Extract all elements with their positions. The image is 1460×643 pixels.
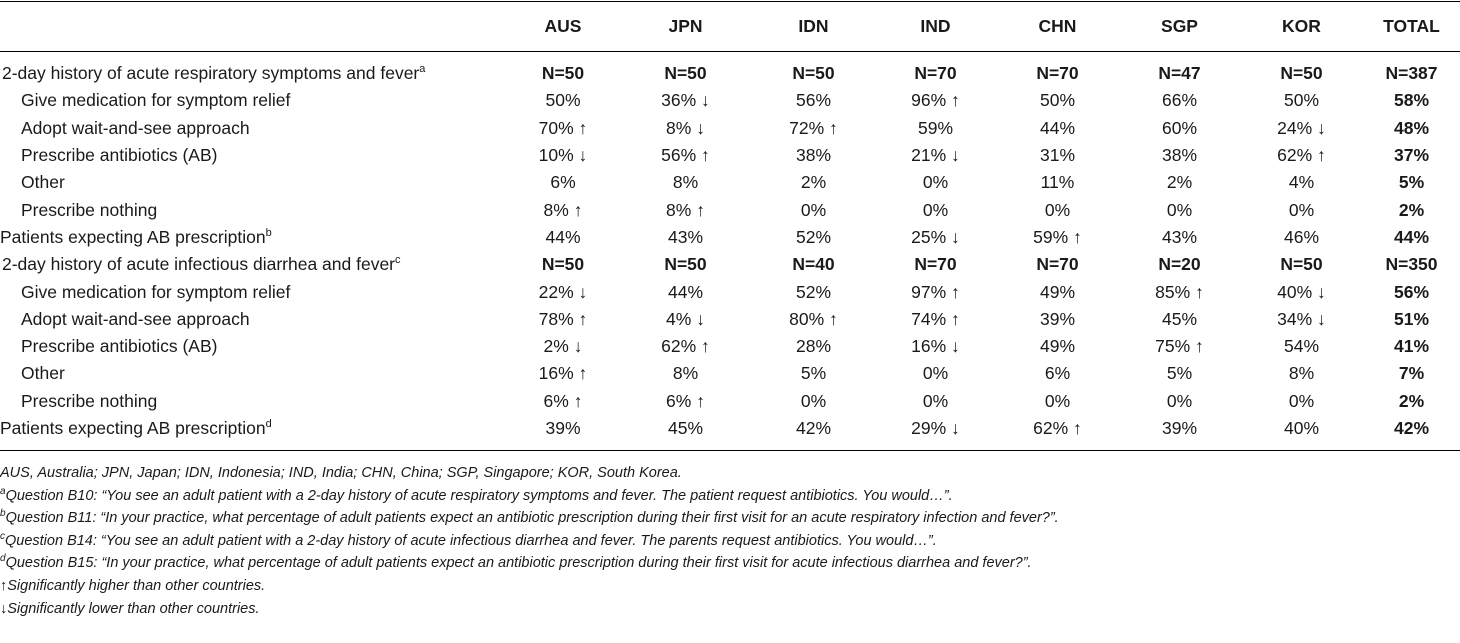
cell-aus: 39% [545,418,581,438]
footnote-text: Question B11: “In your practice, what percentage of adult patients expect an antibiotic prescription during their first visit for an acute respiratory infection and fever?”. [5,510,1059,527]
cell-total: 44% [1393,226,1430,247]
footnote-text: Question B15: “In your practice, what percentage of adult patients expect an antibiotic prescription during their first visit for acute infectious diarrhea and fever?”. [5,555,1032,572]
cell-aus: 50% [545,90,581,111]
column-header-ind: IND [920,16,951,36]
cell-idn: 2% [800,172,827,193]
cell-total: 41% [1393,336,1430,357]
cell-ind: 0% [922,363,949,384]
cell-aus: 2% ↓ [543,336,583,357]
row-label [0,115,507,142]
footnote [0,552,1460,575]
row-label [0,224,507,251]
table-row [0,87,1460,114]
table-row [0,115,1460,142]
cell-sgp: 2% [1166,172,1193,193]
cell-ind: N=70 [914,63,957,84]
cell-total: 42% [1393,418,1430,438]
cell-jpn: N=50 [664,254,707,275]
row-label-text: 2-day history of acute infectious diarrhea and fever [2,254,395,275]
cell-total: 51% [1393,308,1430,329]
cell-aus: 10% ↓ [538,145,588,166]
table-row [0,333,1460,360]
cell-sgp: 5% [1166,363,1193,384]
cell-sgp: N=20 [1158,254,1201,275]
cell-jpn: 8% [672,172,699,193]
footnote-marker: d [265,418,272,430]
cell-idn: 28% [795,336,832,357]
table-row [0,415,1460,442]
cell-aus: 22% ↓ [538,281,588,302]
cell-kor: 0% [1288,390,1315,411]
row-label-text: Adopt wait-and-see approach [21,308,250,329]
cell-aus: 16% ↑ [538,363,588,384]
cell-aus: 44% [545,226,581,247]
cell-jpn: 4% ↓ [666,308,705,329]
row-label-text: Patients expecting AB prescription [0,418,266,438]
column-header-chn: CHN [1038,16,1077,36]
cell-idn: 38% [795,145,832,166]
row-label [0,52,507,88]
footnote-text: AUS, Australia; JPN, Japan; IDN, Indonesia; IND, India; CHN, China; SGP, Singapore; KOR, South Korea. [0,465,682,481]
cell-idn: 80% ↑ [789,308,838,329]
cell-chn: 6% [1044,363,1071,384]
row-label [0,169,507,196]
cell-jpn: 56% ↑ [661,145,710,166]
cell-jpn: 45% [667,418,704,438]
footnote [0,575,1460,598]
table-row [0,196,1460,223]
cell-kor: 8% [1288,363,1315,384]
row-label-text: Prescribe antibiotics (AB) [21,145,218,166]
cell-jpn: 44% [667,281,704,302]
cell-total: 48% [1393,117,1430,138]
cell-aus: 78% ↑ [538,308,588,329]
cell-chn: N=70 [1036,254,1079,275]
cell-chn: 31% [1039,145,1076,166]
cell-jpn: 43% [667,226,704,247]
row-label [0,360,507,387]
column-header-total: TOTAL [1383,16,1440,36]
cell-ind: 0% [922,172,949,193]
cell-idn: N=50 [792,63,835,84]
footnote [0,462,1460,485]
footnote-text: Question B14: “You see an adult patient with a 2-day history of acute infectious diarrhea and fever. The parents request antibiotics. You would…”. [5,532,937,549]
cell-idn: N=40 [792,254,835,275]
footnote-marker: b [265,226,272,239]
column-header-jpn: JPN [668,16,703,36]
cell-chn: 49% [1039,281,1076,302]
cell-kor: 24% ↓ [1277,117,1326,138]
cell-aus: 6% [550,172,576,193]
cell-chn: 49% [1039,336,1076,357]
footnote-letter: a [0,485,6,497]
row-label-text: Other [21,363,65,384]
table-body [0,52,1460,443]
cell-sgp: 60% [1161,117,1198,138]
results-table [0,2,1460,442]
cell-jpn: 62% ↑ [661,336,710,357]
cell-kor: 4% [1288,172,1315,193]
column-header-aus: AUS [544,16,582,36]
cell-ind: 25% ↓ [911,226,960,247]
cell-sgp: 75% ↑ [1155,336,1204,357]
cell-jpn: 8% ↓ [666,117,705,138]
cell-sgp: 0% [1166,199,1193,220]
cell-jpn: N=50 [664,63,707,84]
footnote-letter: d [0,553,6,565]
row-label-text: Prescribe nothing [21,199,158,220]
row-label-text: 2-day history of acute respiratory symptoms and fever [2,63,420,84]
cell-total: 56% [1393,281,1430,302]
cell-ind: 96% ↑ [911,90,960,111]
cell-ind: 74% ↑ [911,308,960,329]
table-row [0,388,1460,415]
cell-ind: N=70 [914,254,957,275]
row-label [0,333,507,360]
cell-sgp: N=47 [1158,63,1201,84]
cell-total: N=350 [1385,254,1438,275]
cell-aus: 8% ↑ [543,199,583,220]
cell-kor: 46% [1283,226,1320,247]
column-header-sgp: SGP [1161,16,1198,36]
cell-ind: 21% ↓ [911,145,960,166]
row-label [0,142,507,169]
table-row [0,251,1460,278]
row-label-text: Other [21,172,65,193]
cell-kor: 62% ↑ [1277,145,1326,166]
cell-sgp: 43% [1161,226,1198,247]
cell-sgp: 0% [1166,390,1193,411]
cell-aus: 70% ↑ [538,117,588,138]
footnotes [0,462,1460,620]
table-row [0,169,1460,196]
cell-sgp: 45% [1161,308,1198,329]
cell-sgp: 85% ↑ [1155,281,1204,302]
cell-chn: 59% ↑ [1033,226,1082,247]
row-label-text: Patients expecting AB prescription [0,226,266,247]
row-label [0,87,507,114]
footnote-text: ↓Significantly lower than other countries. [0,600,260,617]
row-label [0,278,507,305]
cell-total: 2% [1398,390,1425,411]
cell-total: 37% [1393,145,1430,166]
table-row [0,142,1460,169]
cell-kor: 40% [1283,418,1320,438]
column-header-kor: KOR [1282,16,1321,36]
cell-ind: 0% [922,390,949,411]
column-header-idn: IDN [798,16,829,36]
cell-ind: 0% [922,199,949,220]
cell-kor: 34% ↓ [1277,308,1326,329]
footnote [0,530,1460,553]
row-label [0,196,507,223]
footnote-letter: c [0,530,5,542]
cell-jpn: 36% ↓ [661,90,710,111]
cell-ind: 59% [917,117,954,138]
cell-sgp: 66% [1161,90,1198,111]
cell-total: 5% [1398,172,1425,193]
cell-idn: 42% [795,418,832,438]
cell-total: 58% [1393,90,1430,111]
row-label-text: Prescribe antibiotics (AB) [21,336,218,357]
cell-ind: 29% ↓ [911,418,960,438]
cell-idn: 52% [795,226,832,247]
cell-idn: 56% [795,90,832,111]
cell-ind: 16% ↓ [911,336,960,357]
footnote [0,598,1460,621]
cell-chn: 39% [1039,308,1076,329]
cell-chn: 44% [1039,117,1076,138]
footnote [0,507,1460,530]
row-label [0,251,507,278]
table-bottom-rule [0,450,1460,451]
cell-chn: 0% [1044,390,1071,411]
table-row [0,306,1460,333]
cell-kor: N=50 [1280,63,1323,84]
footnote-text: ↑Significantly higher than other countries. [0,577,266,594]
cell-aus: 6% ↑ [543,390,583,411]
footnote-marker: a [419,63,426,76]
table-row [0,52,1460,88]
row-label [0,306,507,333]
cell-aus: N=50 [541,63,585,84]
cell-total: 7% [1398,363,1425,384]
table-row [0,360,1460,387]
cell-chn: 50% [1039,90,1076,111]
table-row [0,224,1460,251]
cell-total: N=387 [1385,63,1438,84]
row-label [0,415,507,442]
table-row [0,278,1460,305]
cell-total: 2% [1398,199,1425,220]
footnote-letter: b [0,508,6,520]
header-blank [0,2,507,52]
cell-chn: 62% ↑ [1033,418,1082,438]
footnote-marker: c [395,254,401,267]
cell-kor: 54% [1283,336,1320,357]
cell-aus: N=50 [541,254,585,275]
row-label-text: Give medication for symptom relief [21,281,291,302]
cell-kor: 50% [1283,90,1320,111]
row-label-text: Give medication for symptom relief [21,90,291,111]
cell-kor: 40% ↓ [1277,281,1326,302]
cell-jpn: 8% ↑ [666,199,705,220]
cell-kor: N=50 [1280,254,1323,275]
cell-idn: 0% [800,390,827,411]
cell-idn: 72% ↑ [789,117,838,138]
cell-idn: 52% [795,281,832,302]
cell-ind: 97% ↑ [911,281,960,302]
cell-idn: 5% [800,363,827,384]
cell-chn: N=70 [1036,63,1079,84]
cell-jpn: 8% [672,363,699,384]
cell-kor: 0% [1288,199,1315,220]
footnote [0,485,1460,508]
row-label [0,388,507,415]
cell-sgp: 39% [1161,418,1198,438]
header-row [0,2,1460,52]
cell-chn: 11% [1040,172,1075,193]
cell-chn: 0% [1044,199,1071,220]
cell-jpn: 6% ↑ [666,390,705,411]
cell-sgp: 38% [1161,145,1198,166]
cell-idn: 0% [800,199,827,220]
footnote-text: Question B10: “You see an adult patient with a 2-day history of acute respiratory symptoms and fever. The patient request antibiotics. You would…”. [5,487,953,504]
row-label-text: Adopt wait-and-see approach [21,117,250,138]
row-label-text: Prescribe nothing [21,390,158,411]
